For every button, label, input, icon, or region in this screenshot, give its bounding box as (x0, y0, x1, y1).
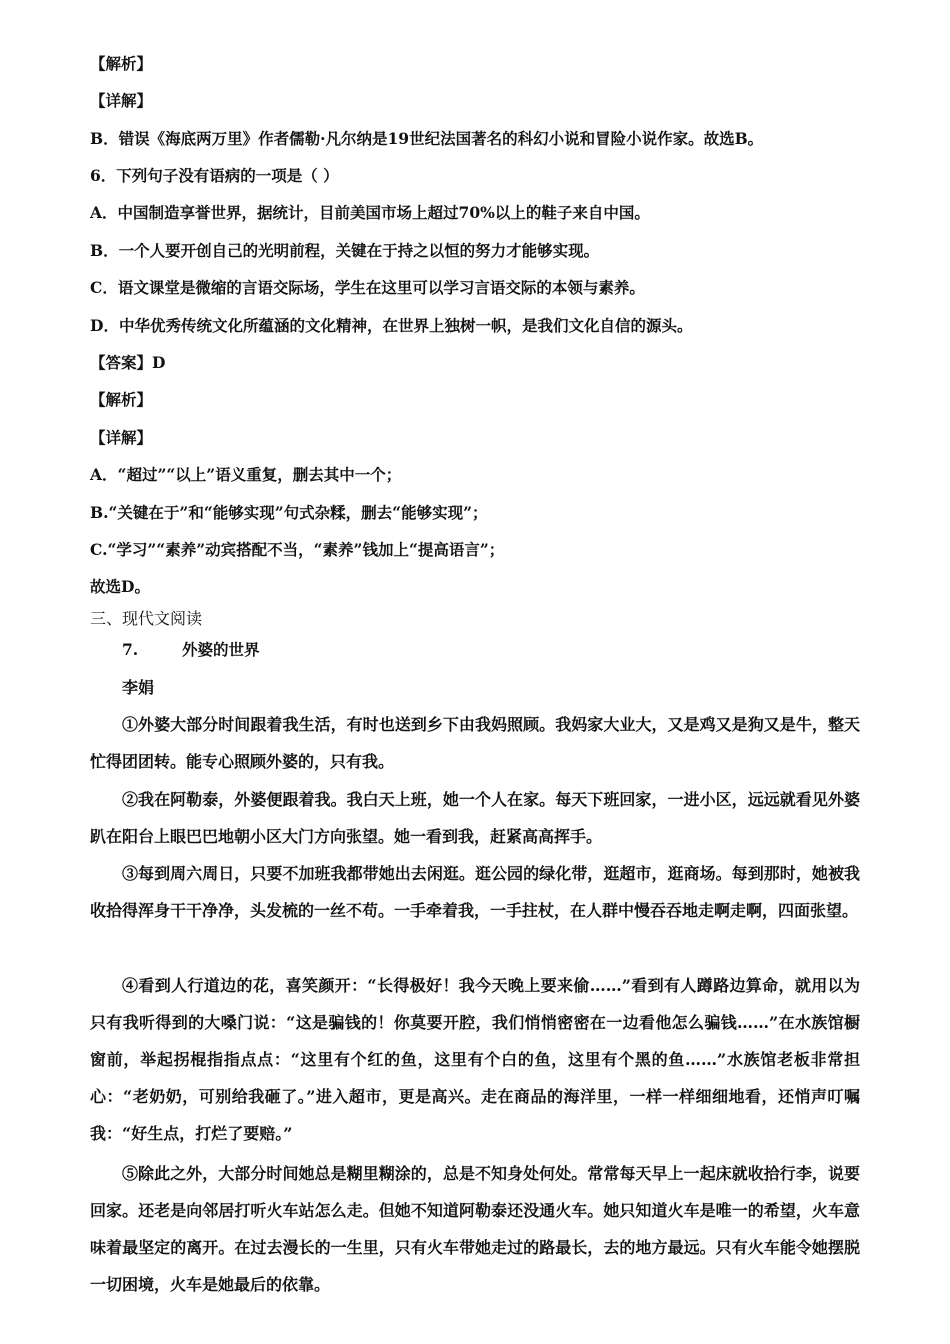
paragraph-5: ⑤除此之外，大部分时间她总是糊里糊涂的，总是不知身处何处。常常每天早上一起床就收拾行李，说要回家。还老是向邻居打听火车站怎么走。但她不知道阿勒泰还没通火车。她只知道火车是唯一的希望，火车意味着最坚定的离开。在过去漫长的一生里，只有火车带她走过的路最长，去的地方最远。只有火车能令她摆脱一切困境，火车是她最后的依靠。 (90, 1164, 860, 1294)
answer-label: 【答案】D (90, 353, 166, 372)
detail-line-c: C.“学习”“素养”动宾搭配不当，“素养”钱加上“提高语言”； (90, 540, 505, 559)
detail-line-b: B.“关键在于”和“能够实现”句式杂糅，删去“能够实现”； (90, 503, 488, 522)
detail-label: 【详解】 (90, 428, 153, 447)
question-6-stem: 6．下列句子没有语病的一项是（ ） (90, 166, 339, 185)
question-7-number: 7. (122, 640, 139, 659)
detail-line-a: A．“超过”“以上”语义重复，删去其中一个； (90, 465, 402, 484)
analysis-label: 【解析】 (90, 54, 153, 73)
analysis-label: 【解析】 (90, 390, 153, 409)
article-title: 外婆的世界 (182, 640, 260, 659)
explanation-text: B．错误《海底两万里》作者儒勒·凡尔纳是19世纪法国著名的科幻小说和冒险小说作家。故选B。 (90, 129, 764, 148)
paragraph-1: ①外婆大部分时间跟着我生活，有时也送到乡下由我妈照顾。我妈家大业大，又是鸡又是狗又是牛，整天忙得团团转。能专心照顾外婆的，只有我。 (90, 715, 860, 771)
paragraph-2: ②我在阿勒泰，外婆便跟着我。我白天上班，她一个人在家。每天下班回家，一进小区，远远就看见外婆趴在阳台上眼巴巴地朝小区大门方向张望。她一看到我，赶紧高高挥手。 (90, 790, 860, 846)
paragraph-3: ③每到周六周日，只要不加班我都带她出去闲逛。逛公园的绿化带，逛超市，逛商场。每到那时，她被我收拾得浑身干干净净，头发梳的一丝不苟。一手牵着我，一手拄杖，在人群中慢吞吞地走啊走啊，四面张望。 (90, 864, 860, 920)
option-b: B．一个人要开创自己的光明前程，关键在于持之以恒的努力才能够实现。 (90, 241, 600, 260)
section-heading: 三、现代文阅读 (90, 609, 203, 628)
article-author: 李娟 (122, 678, 155, 697)
option-d: D．中华优秀传统文化所蕴涵的文化精神，在世界上独树一帜，是我们文化自信的源头。 (90, 316, 693, 335)
detail-label: 【详解】 (90, 91, 153, 110)
option-c: C．语文课堂是微缩的言语交际场，学生在这里可以学习言语交际的本领与素养。 (90, 278, 645, 297)
paragraph-4: ④看到人行道边的花，喜笑颜开：“长得极好！我今天晚上要来偷……”看到有人蹲路边算命，就用以为只有我听得到的大嗓门说：“这是骗钱的！你莫要开腔，我们悄悄密密在一边看他怎么骗钱……”在水族馆橱窗前，举起拐棍指指点点：“这里有个红的鱼，这里有个白的鱼，这里有个黑的鱼……”水族馆老板非常担心：“老奶奶，可别给我砸了。”进入超市，更是高兴。走在商品的海洋里，一样一样细细地看，还悄声叮嘱我：“好生点，打烂了要赔。” (90, 976, 860, 1143)
option-a: A．中国制造享誉世界，据统计，目前美国市场上超过70%以上的鞋子来自中国。 (90, 203, 650, 222)
conclusion-line: 故选D。 (90, 577, 150, 596)
